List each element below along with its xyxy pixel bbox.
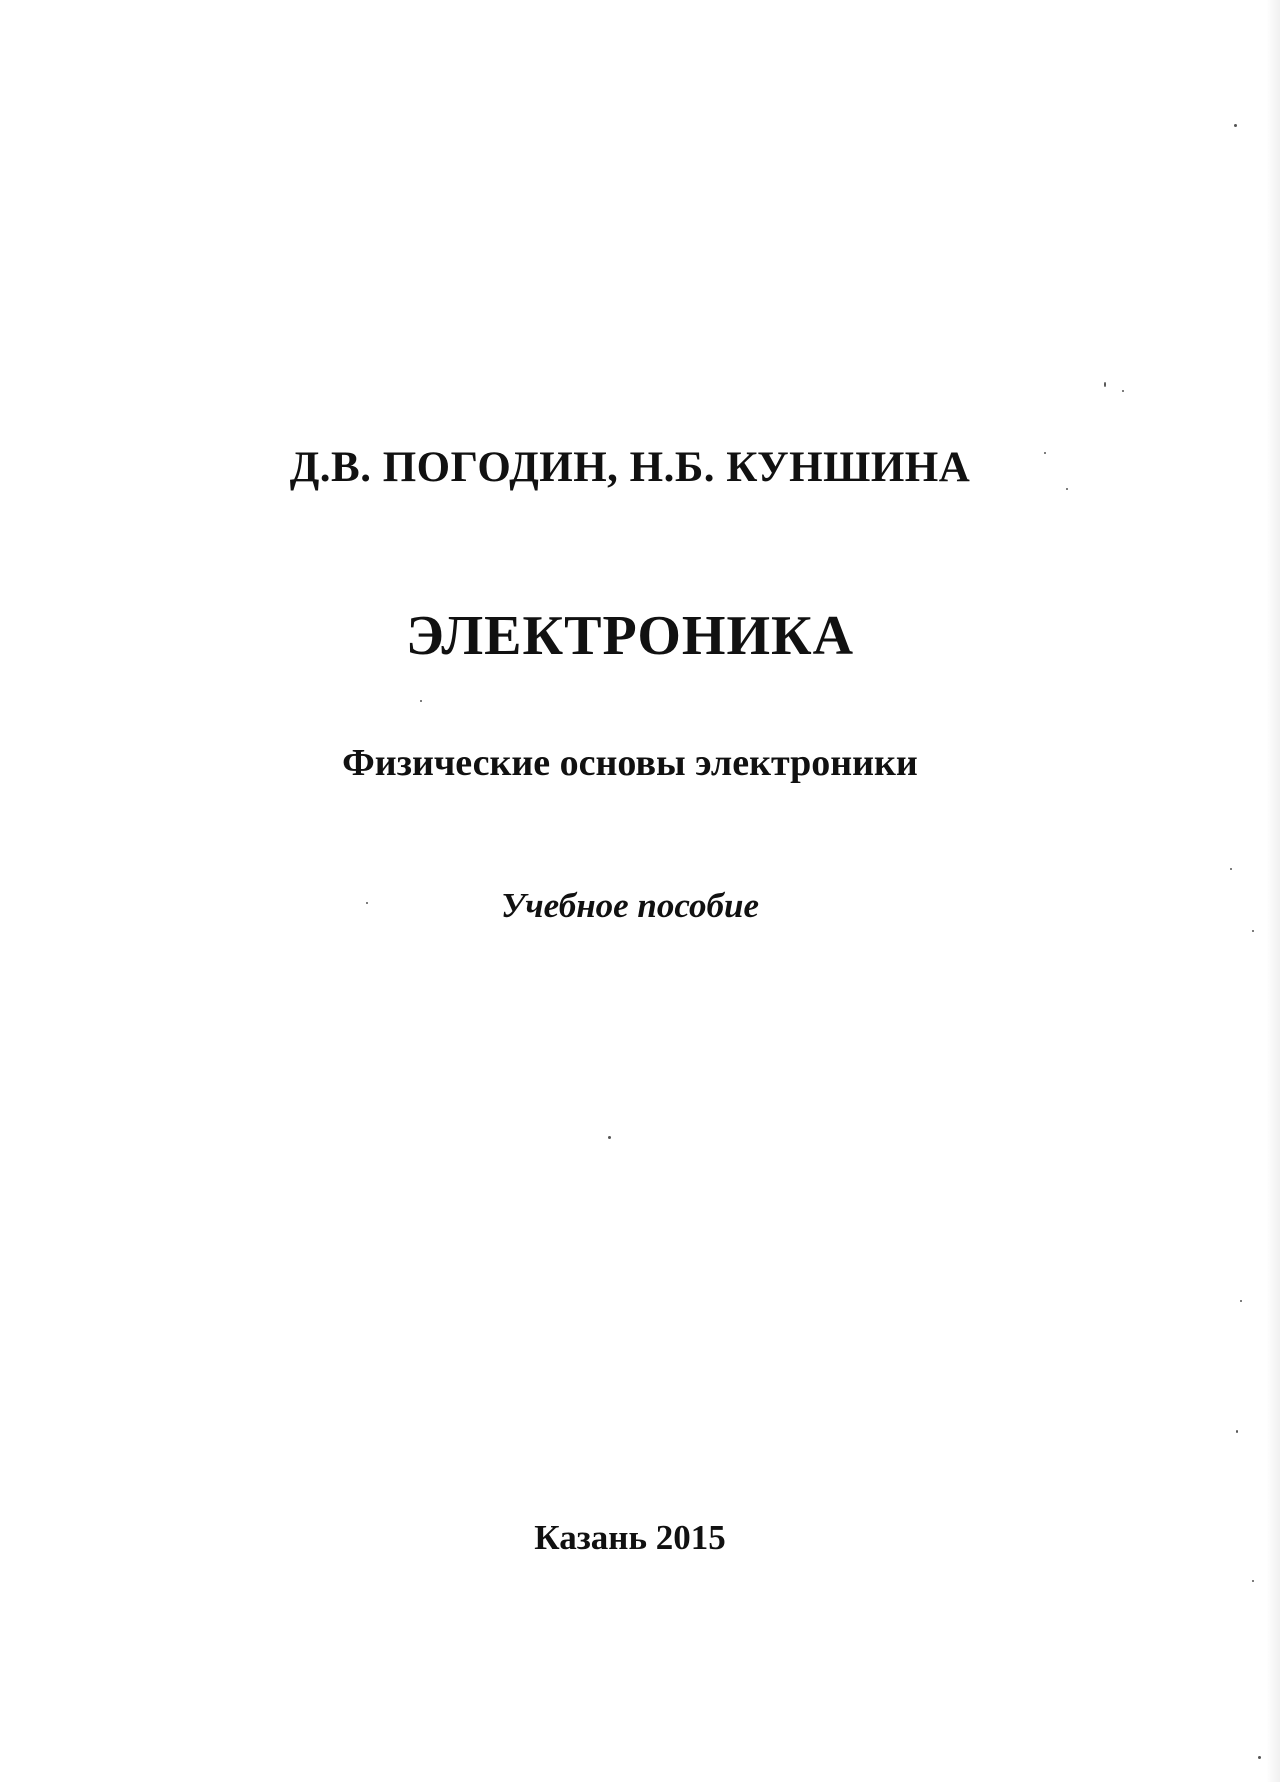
scan-speck xyxy=(420,700,422,702)
scan-speck xyxy=(1252,930,1254,932)
authors: Д.В. ПОГОДИН, Н.Б. КУНШИНА xyxy=(289,444,971,491)
scan-speck xyxy=(1258,1756,1261,1759)
place-and-year: Казань 2015 xyxy=(534,1518,726,1557)
scan-speck xyxy=(1252,1580,1254,1582)
scan-speck xyxy=(608,1136,611,1139)
page-edge-shadow xyxy=(1266,0,1280,1782)
book-subtitle: Физические основы электроники xyxy=(342,742,918,784)
scan-speck xyxy=(366,902,368,904)
book-title: ЭЛЕКТРОНИКА xyxy=(405,605,855,667)
scan-speck xyxy=(1104,382,1106,387)
scan-speck xyxy=(1230,868,1232,870)
document-type: Учебное пособие xyxy=(500,886,760,925)
scan-speck xyxy=(1044,452,1046,454)
scan-speck xyxy=(1122,390,1124,392)
scan-speck xyxy=(1236,1430,1238,1433)
scan-speck xyxy=(1066,488,1068,490)
scan-speck xyxy=(1234,124,1237,127)
scan-speck xyxy=(1240,1300,1242,1302)
